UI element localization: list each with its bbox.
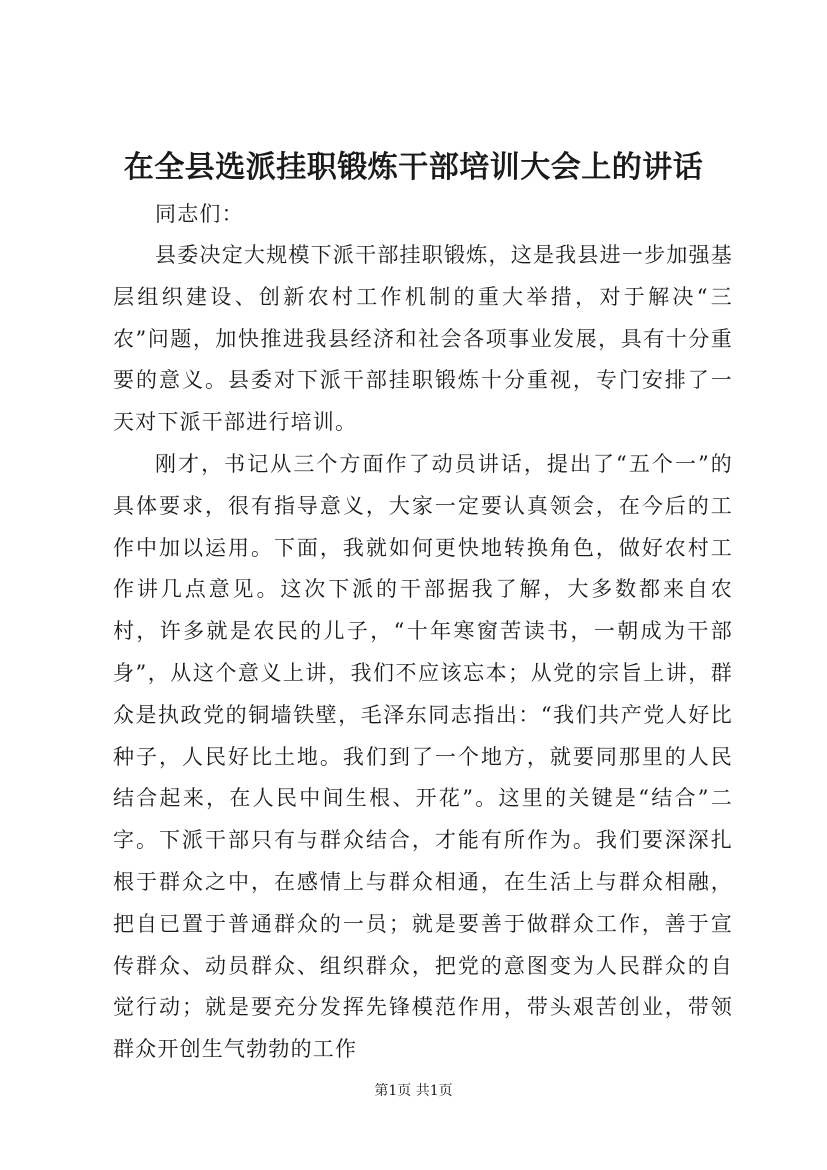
document-body [113,196,733,1071]
document-title: 在全县选派挂职锻炼干部培训大会上的讲话 [123,150,704,185]
salutation: 同志们： [155,202,244,226]
page-footer: 第1页 共1页 [374,1083,453,1099]
paragraph-1: 县委决定大规模下派干部挂职锻炼，这是我县进一步加强基层组织建设、创新农村工作机制的重大举措，对于解决“三农”问题，加快推进我县经济和社会各项事业发展，具有十分重要的意义。县委对下派干部挂职锻炼十分重视，专门安排了一天对下派干部进行培训。 [113,243,733,435]
paragraph-2: 刚才，书记从三个方面作了动员讲话，提出了“五个一”的具体要求，很有指导意义，大家一定要认真领会，在今后的工作中加以运用。下面，我就如何更快地转换角色，做好农村工作讲几点意见。这次下派的干部据我了解，大多数都来自农村，许多就是农民的儿子，“十年寒窗苦读书，一朝成为干部身”，从这个意义上讲，我们不应该忘本；从党的宗旨上讲，群众是执政党的铜墙铁壁，毛泽东同志指出：“我们共产党人好比种子，人民好比土地。我们到了一个地方，就要同那里的人民结合起来，在人民中间生根、开花”。这里的关键是“结合”二字。下派干部只有与群众结合，才能有所作为。我们要深深扎根于群众之中，在感情上与群众相通，在生活上与群众相融，把自已置于普通群众的一员；就是要善于做群众工作，善于宣传群众、动员群众、组织群众，把党的意图变为人民群众的自觉行动；就是要充分发挥先锋模范作用，带头艰苦创业，带领群众开创生气勃勃的工作 [113,451,733,1062]
